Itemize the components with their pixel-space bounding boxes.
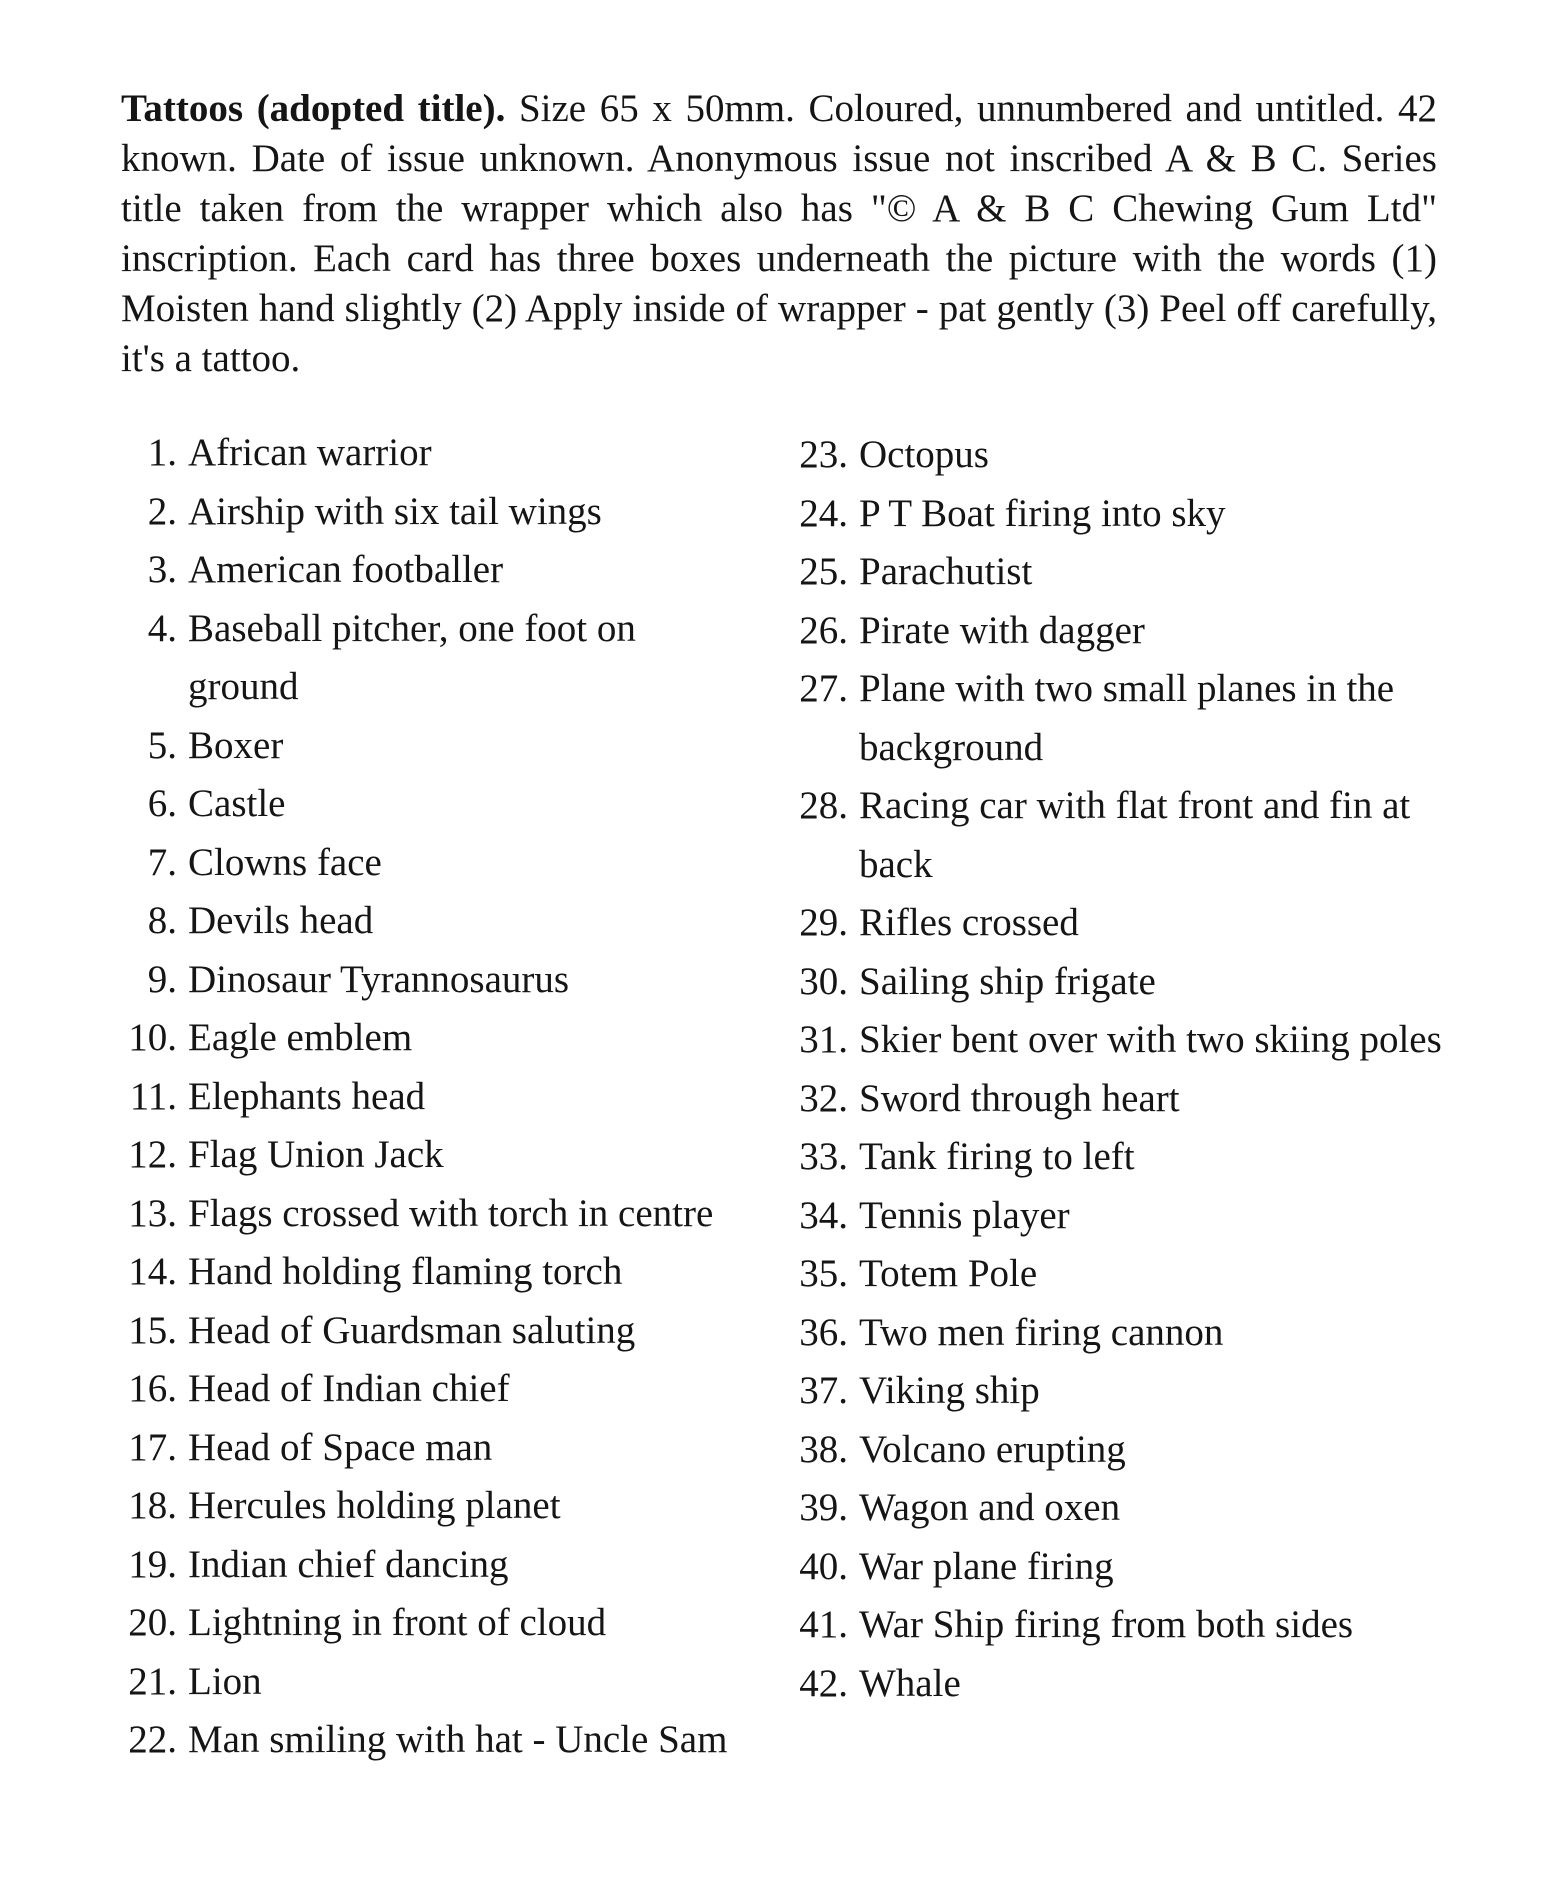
tattoo-list-right (796, 426, 1476, 1713)
item-label: Indian chief dancing (188, 1542, 509, 1586)
item-label: Sword through heart (859, 1076, 1180, 1120)
item-number: 37. (799, 1369, 848, 1412)
list-item (105, 600, 745, 717)
list-item (796, 1011, 1476, 1070)
item-label: Sailing ship frigate (859, 959, 1156, 1003)
item-number: 5. (147, 723, 177, 767)
item-number: 26. (799, 608, 848, 652)
item-number: 29. (799, 901, 848, 944)
item-number: 42. (799, 1661, 848, 1705)
list-item (796, 1362, 1476, 1421)
item-label: Tank firing to left (859, 1135, 1135, 1178)
item-label: Skier bent over with two skiing poles (859, 1018, 1442, 1061)
list-item (105, 775, 745, 834)
item-number: 40. (799, 1544, 848, 1588)
item-label: Wagon and oxen (859, 1486, 1121, 1529)
list-item (796, 1304, 1476, 1363)
item-number: 38. (799, 1427, 848, 1471)
item-label: Lightning in front of cloud (188, 1601, 607, 1644)
item-number: 22. (128, 1718, 177, 1761)
item-label: Man smiling with hat - Uncle Sam (188, 1718, 728, 1761)
item-number: 14. (128, 1250, 177, 1293)
tattoo-list-left (105, 424, 745, 1770)
item-number: 32. (799, 1076, 848, 1120)
list-item (105, 1536, 745, 1595)
item-label: Clowns face (188, 840, 382, 884)
item-label: War Ship firing from both sides (859, 1603, 1354, 1646)
list-item (105, 483, 745, 542)
item-label: American footballer (188, 548, 504, 591)
list-item (796, 602, 1476, 661)
item-label: Pirate with dagger (859, 608, 1145, 652)
item-label: Head of Space man (188, 1425, 493, 1469)
item-number: 21. (128, 1659, 177, 1703)
item-number: 24. (799, 491, 848, 535)
list-item (105, 834, 745, 893)
item-number: 1. (147, 431, 177, 474)
list-item (105, 1419, 745, 1478)
item-number: 2. (147, 489, 177, 533)
item-number: 19. (128, 1542, 177, 1586)
item-number: 17. (128, 1425, 177, 1469)
item-label: Rifles crossed (859, 901, 1079, 944)
item-number: 8. (147, 899, 177, 942)
item-label: Viking ship (859, 1369, 1040, 1412)
item-number: 30. (799, 959, 848, 1003)
list-item (105, 1360, 745, 1419)
list-item (796, 1479, 1476, 1538)
list-item (105, 1068, 745, 1127)
item-label: Boxer (188, 723, 284, 767)
item-label: Two men firing cannon (859, 1310, 1224, 1354)
item-label: Racing car with flat front and fin at back (859, 784, 1411, 886)
item-label: African warrior (188, 431, 432, 474)
list-item (105, 1302, 745, 1361)
item-number: 15. (128, 1308, 177, 1352)
item-number: 11. (129, 1074, 177, 1118)
item-number: 16. (128, 1367, 177, 1410)
list-item (796, 1421, 1476, 1480)
list-item (105, 1711, 745, 1770)
item-number: 23. (799, 433, 848, 476)
item-number: 3. (147, 548, 177, 591)
list-item (796, 1655, 1476, 1714)
item-label: Whale (859, 1661, 961, 1705)
item-number: 13. (128, 1191, 177, 1235)
list-item (796, 1538, 1476, 1597)
item-label: Totem Pole (859, 1252, 1038, 1295)
series-description: Size 65 x 50mm. Coloured, unnumbered and untitled. 42 known. Date of issue unknown. Anonymous issue not inscribed A & B C. Series title taken from the wrapper which also has "© A & B C Chewing Gum Ltd" inscription. Each card has three boxes underneath the picture with the words (1) Moisten hand slightly (2) Apply inside of wrapper - pat gently (3) Peel off carefully, it's a tattoo. (121, 87, 1437, 380)
item-number: 7. (147, 840, 177, 884)
list-item (796, 894, 1476, 953)
item-number: 25. (799, 550, 848, 593)
intro-paragraph (121, 84, 1437, 384)
list-item (796, 1128, 1476, 1187)
item-label: Head of Indian chief (188, 1367, 510, 1410)
item-label: Airship with six tail wings (188, 489, 602, 533)
item-label: Dinosaur Tyrannosaurus (188, 957, 570, 1001)
list-item (796, 1187, 1476, 1246)
list-item (796, 426, 1476, 485)
item-label: Hercules holding planet (188, 1484, 561, 1527)
list-item (796, 1070, 1476, 1129)
item-number: 28. (799, 784, 848, 827)
item-label: Hand holding flaming torch (188, 1250, 623, 1293)
list-item (105, 951, 745, 1010)
list-item (796, 1596, 1476, 1655)
item-number: 6. (147, 782, 177, 825)
list-item (796, 777, 1476, 894)
item-number: 12. (128, 1133, 177, 1176)
item-number: 39. (799, 1486, 848, 1529)
item-number: 31. (799, 1018, 848, 1061)
list-item (796, 485, 1476, 544)
item-label: Flag Union Jack (188, 1133, 444, 1176)
item-number: 10. (128, 1016, 177, 1059)
item-label: War plane firing (859, 1544, 1114, 1588)
item-number: 18. (128, 1484, 177, 1527)
list-item (105, 1653, 745, 1712)
item-number: 35. (799, 1252, 848, 1295)
list-item (105, 1009, 745, 1068)
list-item (796, 953, 1476, 1012)
item-label: Eagle emblem (188, 1016, 413, 1059)
item-label: Head of Guardsman saluting (188, 1308, 636, 1352)
item-label: Castle (188, 782, 286, 825)
series-title: Tattoos (adopted title). (121, 87, 506, 130)
item-label: Volcano erupting (859, 1427, 1126, 1471)
list-item (105, 424, 745, 483)
list-item (105, 541, 745, 600)
item-label: Flags crossed with torch in centre (188, 1191, 714, 1235)
list-item (105, 1477, 745, 1536)
item-label: Octopus (859, 433, 989, 476)
item-number: 34. (799, 1193, 848, 1237)
item-label: Devils head (188, 899, 374, 942)
list-item (105, 1594, 745, 1653)
item-number: 9. (147, 957, 177, 1001)
item-number: 20. (128, 1601, 177, 1644)
item-label: Lion (188, 1659, 262, 1703)
list-item (105, 1185, 745, 1244)
item-label: Tennis player (859, 1193, 1070, 1237)
list-item (796, 1245, 1476, 1304)
item-label: Parachutist (859, 550, 1033, 593)
item-label: Elephants head (188, 1074, 426, 1118)
item-number: 33. (799, 1135, 848, 1178)
item-label: P T Boat firing into sky (859, 491, 1226, 535)
list-item (796, 543, 1476, 602)
list-item (796, 660, 1476, 777)
item-number: 4. (147, 606, 177, 650)
item-label: Baseball pitcher, one foot on ground (188, 606, 636, 708)
item-number: 41. (799, 1603, 848, 1646)
list-item (105, 717, 745, 776)
item-number: 27. (799, 667, 848, 710)
list-item (105, 1243, 745, 1302)
item-label: Plane with two small planes in the background (859, 667, 1395, 769)
item-number: 36. (799, 1310, 848, 1354)
list-item (105, 892, 745, 951)
list-item (105, 1126, 745, 1185)
